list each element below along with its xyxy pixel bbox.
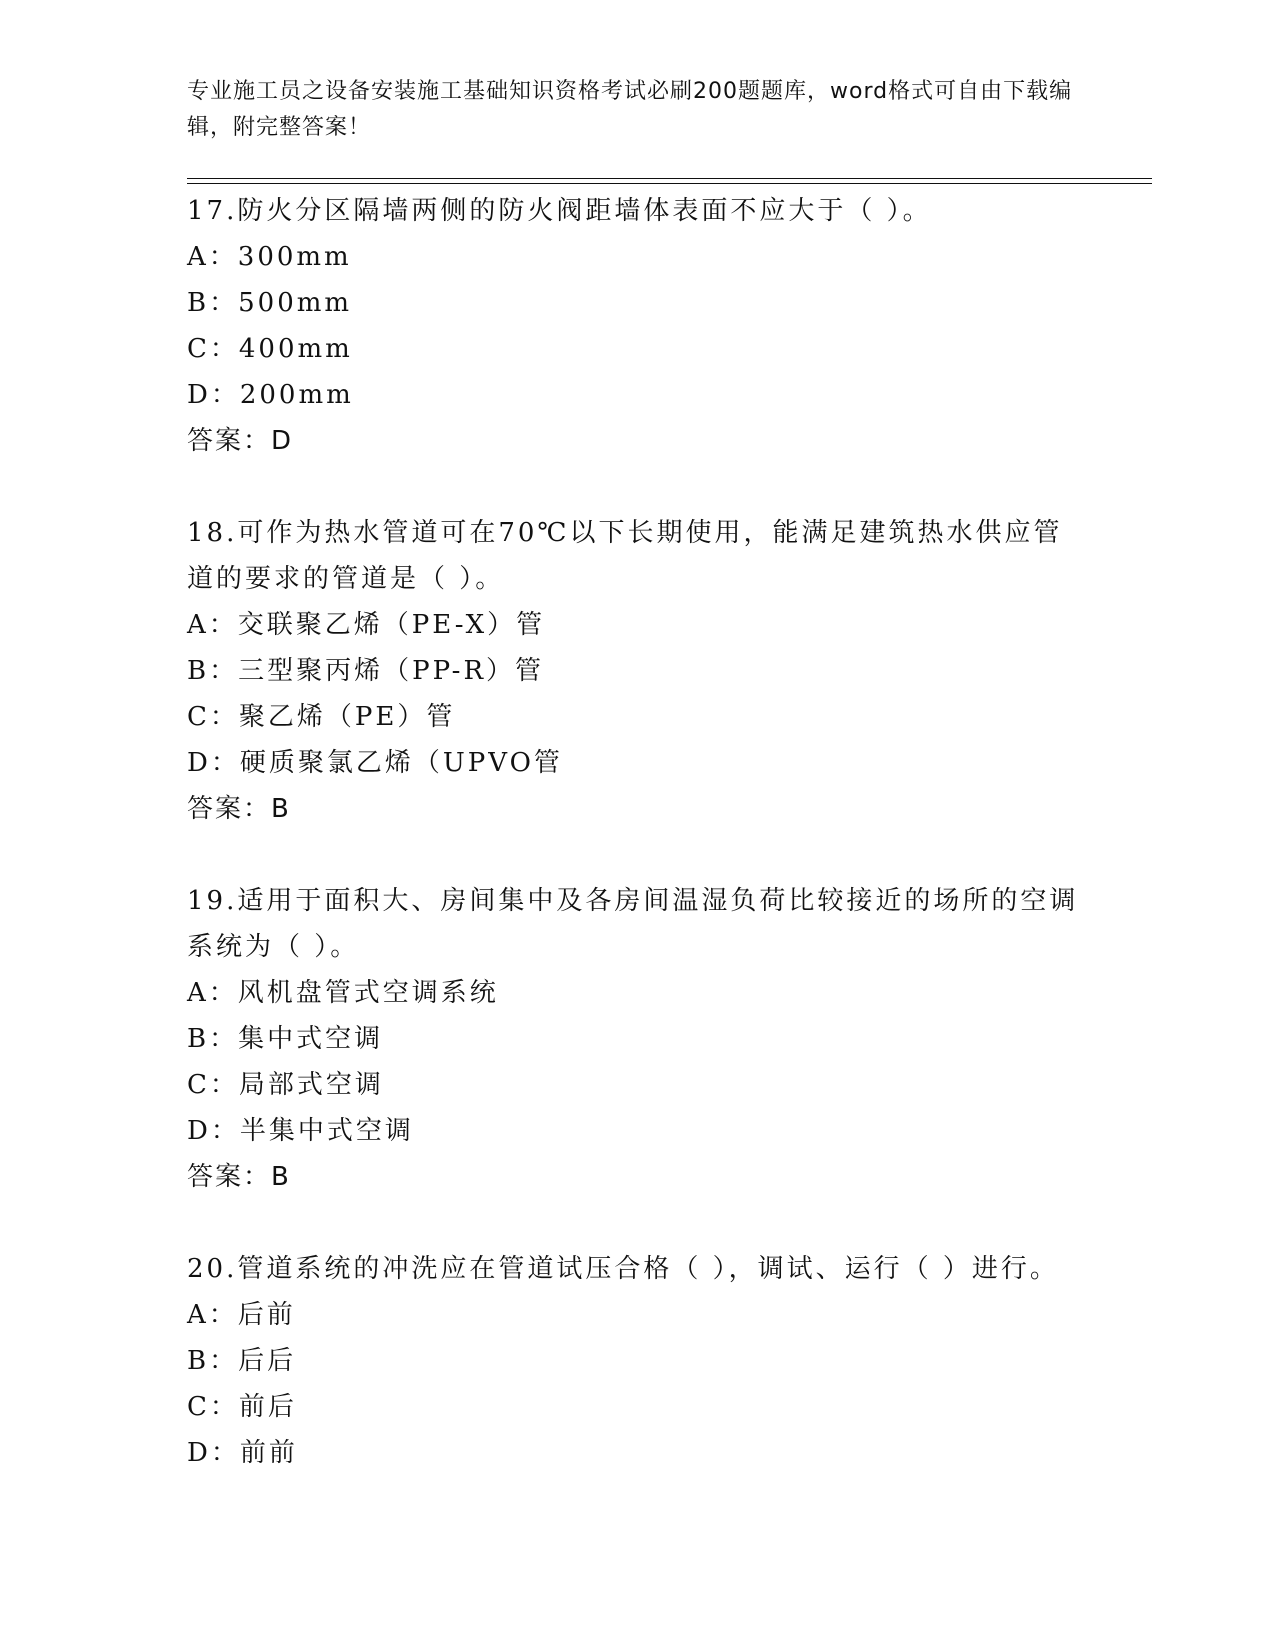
question-20 bbox=[187, 1246, 1087, 1476]
option-b: B：三型聚丙烯（PP-R）管 bbox=[187, 656, 545, 686]
option-b: B：集中式空调 bbox=[187, 1024, 384, 1054]
answer-label: 答案：B bbox=[187, 1162, 291, 1192]
header-title: 专业施工员之设备安装施工基础知识资格考试必刷200题题库，word格式可自由下载编辑，附完整答案！ bbox=[187, 79, 1073, 140]
question-17 bbox=[187, 188, 1087, 464]
option-c: C：局部式空调 bbox=[187, 1070, 384, 1100]
option-d: D：200mm bbox=[187, 380, 354, 410]
question-stem: 19.适用于面积大、房间集中及各房间温湿负荷比较接近的场所的空调系统为（ ）。 bbox=[187, 886, 1079, 962]
option-d: D：硬质聚氯乙烯（UPVO管 bbox=[187, 748, 563, 778]
option-c: C：聚乙烯（PE）管 bbox=[187, 702, 456, 732]
option-a: A：300mm bbox=[187, 242, 352, 272]
option-b: B：500mm bbox=[187, 288, 353, 318]
answer-label: 答案：D bbox=[187, 426, 294, 456]
header-divider-bottom bbox=[187, 183, 1152, 184]
option-a: A：后前 bbox=[187, 1300, 296, 1330]
answer-label: 答案：B bbox=[187, 794, 291, 824]
question-18 bbox=[187, 510, 1087, 832]
option-c: C：400mm bbox=[187, 334, 353, 364]
option-c: C：前后 bbox=[187, 1392, 297, 1422]
question-stem: 17.防火分区隔墙两侧的防火阀距墙体表面不应大于（ ）。 bbox=[187, 196, 932, 226]
option-b: B：后后 bbox=[187, 1346, 297, 1376]
question-19 bbox=[187, 878, 1087, 1200]
option-a: A：风机盘管式空调系统 bbox=[187, 978, 499, 1008]
question-list bbox=[187, 188, 1087, 1522]
header-divider-top bbox=[187, 178, 1152, 179]
option-d: D：半集中式空调 bbox=[187, 1116, 414, 1146]
option-d: D：前前 bbox=[187, 1438, 298, 1468]
option-a: A：交联聚乙烯（PE-X）管 bbox=[187, 610, 546, 640]
question-stem: 18.可作为热水管道可在70℃以下长期使用，能满足建筑热水供应管道的要求的管道是（ ）。 bbox=[187, 518, 1063, 594]
document-header bbox=[187, 74, 1087, 146]
question-stem: 20.管道系统的冲洗应在管道试压合格（ ），调试、运行（ ）进行。 bbox=[187, 1254, 1059, 1284]
